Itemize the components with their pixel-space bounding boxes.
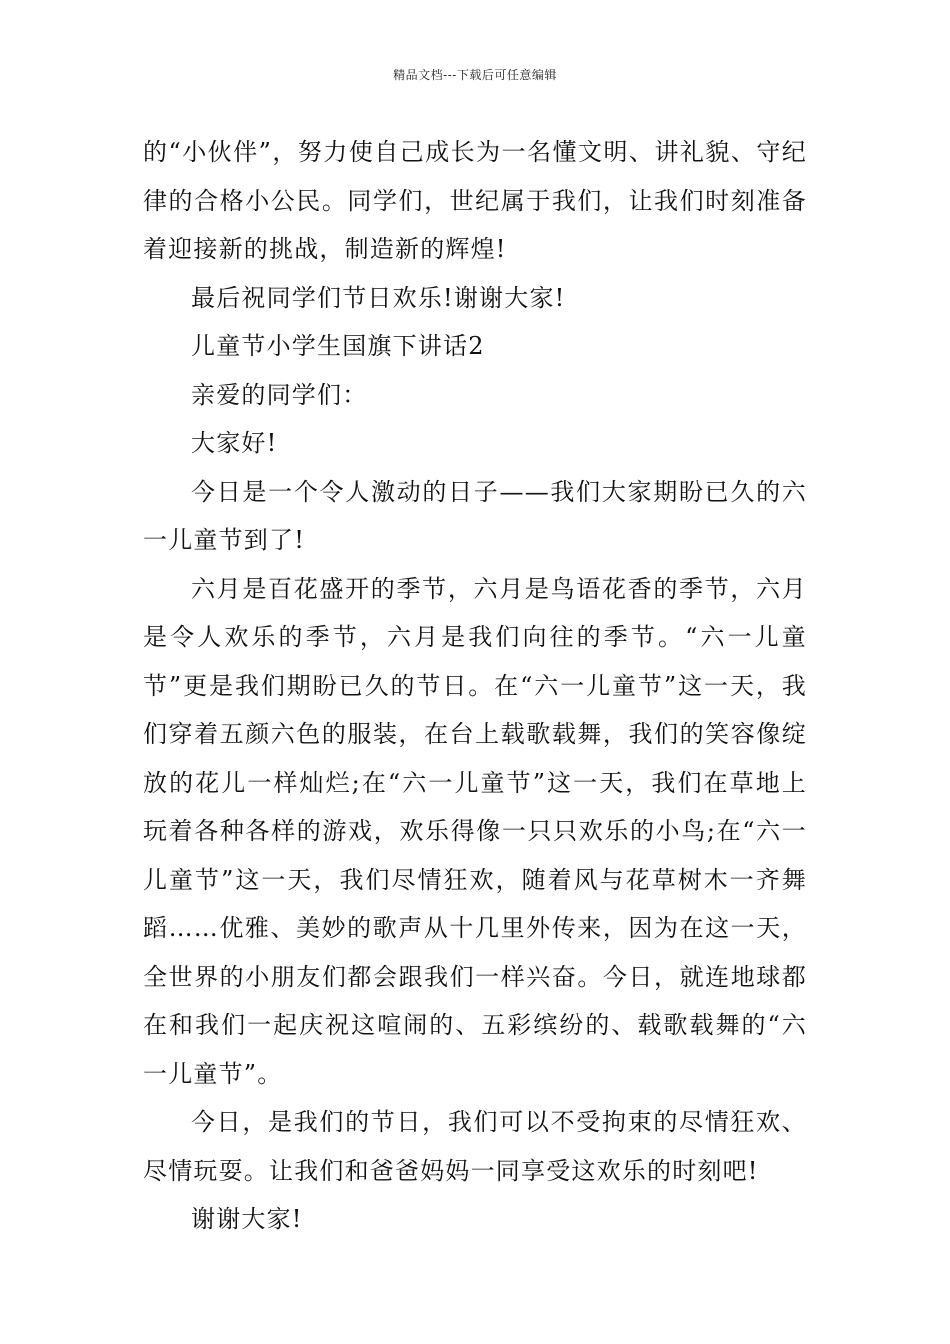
closing: 谢谢大家! <box>191 1205 303 1233</box>
page-header: 精品文档---下载后可任意编辑 <box>393 68 557 82</box>
paragraph: 最后祝同学们节日欢乐!谢谢大家! <box>191 283 566 312</box>
paragraph: 今日，是我们的节日，我们可以不受拘束的尽情狂欢、尽情玩耍。让我们和爸爸妈妈一同享受这欢乐的时刻吧! <box>143 1108 807 1185</box>
greeting: 大家好! <box>191 429 278 457</box>
paragraph: 今日是一个令人激动的日子——我们大家期盼已久的六一儿童节到了! <box>143 477 807 554</box>
paragraph: 六月是百花盛开的季节，六月是鸟语花香的季节，六月是令人欢乐的季节，六月是我们向往的季节。“六一儿童节”更是我们期盼已久的节日。在“六一儿童节”这一天，我们穿着五颜六色的服装，在台上载歌载舞，我们的笑容像绽放的花儿一样灿烂;在“六一儿童节”这一天，我们在草地上玩着各种各样的游戏，欢乐得像一只只欢乐的小鸟;在“六一儿童节”这一天，我们尽情狂欢，随着风与花草树木一齐舞蹈……优雅、美妙的歌声从十几里外传来，因为在这一天，全世界的小朋友们都会跟我们一样兴奋。今日，就连地球都在和我们一起庆祝这喧闹的、五彩缤纷的、载歌载舞的“六一儿童节”。 <box>143 574 807 1088</box>
salutation: 亲爱的同学们： <box>191 380 368 409</box>
document-body <box>143 128 807 1244</box>
paragraph: 的“小伙伴”，努力使自己成长为一名懂文明、讲礼貌、守纪律的合格小公民。同学们，世纪属于我们，让我们时刻准备着迎接新的挑战，制造新的辉煌! <box>143 138 807 263</box>
section-title: 儿童节小学生国旗下讲话2 <box>191 332 485 360</box>
